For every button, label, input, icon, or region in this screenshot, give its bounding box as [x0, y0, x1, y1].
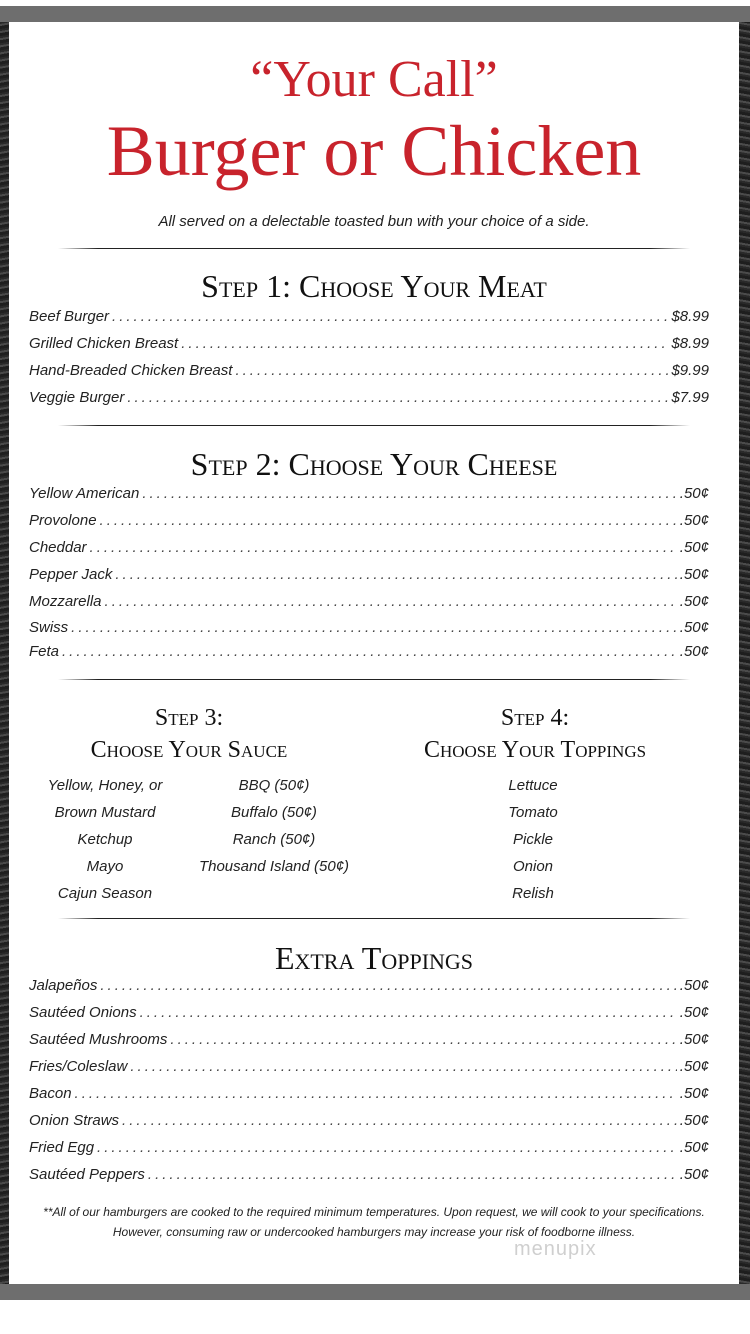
item-price: .50¢ [679, 1166, 709, 1183]
menu-item-row [29, 539, 709, 559]
item-name: Sautéed Peppers [29, 1166, 145, 1183]
menu-item-row [29, 643, 709, 663]
dot-leader [127, 389, 668, 406]
menu-item-row [29, 308, 709, 328]
step3-heading-number: Step 3: [154, 705, 224, 731]
item-price: .50¢ [679, 1139, 709, 1156]
item-price: $7.99 [671, 389, 709, 406]
item-name: Jalapeños [29, 977, 98, 994]
dot-leader [235, 362, 668, 379]
item-name: Bacon [29, 1085, 72, 1102]
item-price: .50¢ [679, 1085, 709, 1102]
dot-leader [100, 512, 677, 529]
dot-leader [90, 539, 677, 556]
menu-title-your-call: “Your Call” [250, 51, 498, 108]
dot-leader [75, 1085, 677, 1102]
topping-item: Onion [512, 858, 554, 875]
sauce-item: Buffalo (50¢) [231, 804, 317, 821]
item-name: Cheddar [29, 539, 87, 556]
menu-item-row [29, 1112, 709, 1132]
sauce-item: Mayo [86, 858, 124, 875]
dot-leader [142, 485, 676, 502]
bottom-frame [0, 1284, 750, 1334]
menu-subtitle: All served on a delectable toasted bun with your choice of a side. [158, 213, 590, 230]
item-name: Onion Straws [29, 1112, 120, 1129]
topping-item: Tomato [508, 804, 558, 821]
item-price: .50¢ [679, 512, 709, 529]
food-safety-disclaimer: **All of our hamburgers are cooked to the required minimum temperatures. Upon request, we will cook to your specifications. However, consuming raw or undercooked hamburgers may increase your risk of foodborne illness. [43, 1205, 705, 1239]
menu-item-row [29, 593, 709, 613]
item-price: .50¢ [679, 1004, 709, 1021]
bottom-frame-bar [0, 1284, 750, 1300]
item-name: Fried Egg [29, 1139, 95, 1156]
menu-item-row [29, 1058, 709, 1078]
divider-rule [58, 679, 690, 680]
step2-heading: Step 2: Choose Your Cheese [190, 446, 558, 482]
divider-rule [58, 425, 690, 426]
sauce-item: Thousand Island (50¢) [198, 858, 350, 875]
dot-leader [112, 308, 668, 325]
item-name: Sautéed Mushrooms [29, 1031, 168, 1048]
item-name: Swiss [29, 619, 69, 636]
menu-item-row [29, 389, 709, 409]
left-frame-border [0, 22, 9, 1284]
item-price: $9.99 [671, 362, 709, 379]
menu-page [9, 22, 739, 1284]
dot-leader [71, 619, 677, 636]
menu-title-burger-or-chicken: Burger or Chicken [106, 111, 642, 191]
item-price: .50¢ [679, 539, 709, 556]
item-price: $8.99 [671, 308, 709, 325]
sauce-item: Ketchup [77, 831, 133, 848]
item-name: Provolone [29, 512, 97, 529]
step3-heading-title: Choose Your Sauce [90, 737, 288, 763]
menu-item-row [29, 1085, 709, 1105]
menu-item-row [29, 619, 709, 639]
divider-rule [58, 248, 690, 249]
top-frame-bar [0, 6, 750, 22]
item-price: .50¢ [679, 1058, 709, 1075]
item-name: Fries/Coleslaw [29, 1058, 128, 1075]
menupix-watermark: menupix [514, 1238, 597, 1260]
divider-rule [58, 918, 690, 919]
menu-item-row [29, 977, 709, 997]
step4-heading-number: Step 4: [500, 705, 570, 731]
item-price: .50¢ [679, 1112, 709, 1129]
dot-leader [130, 1058, 676, 1075]
sauce-item: Ranch (50¢) [232, 831, 316, 848]
item-name: Pepper Jack [29, 566, 113, 583]
item-name: Sautéed Onions [29, 1004, 137, 1021]
item-price: .50¢ [679, 593, 709, 610]
item-price: .50¢ [679, 643, 709, 660]
menu-item-row [29, 485, 709, 505]
menu-item-row [29, 1139, 709, 1159]
dot-leader [140, 1004, 677, 1021]
item-price: .50¢ [679, 1031, 709, 1048]
dot-leader [122, 1112, 677, 1129]
sauce-item: Yellow, Honey, or [47, 777, 163, 794]
dot-leader [62, 643, 677, 660]
item-name: Hand-Breaded Chicken Breast [29, 362, 233, 379]
top-frame [0, 0, 750, 22]
item-name: Mozzarella [29, 593, 102, 610]
topping-item: Lettuce [508, 777, 558, 794]
dot-leader [170, 1031, 676, 1048]
item-name: Beef Burger [29, 308, 110, 325]
step1-heading: Step 1: Choose Your Meat [201, 268, 547, 304]
item-name: Grilled Chicken Breast [29, 335, 179, 352]
item-price: .50¢ [679, 485, 709, 502]
extra-toppings-heading: Extra Toppings [274, 940, 474, 976]
dot-leader [105, 593, 677, 610]
topping-item: Pickle [512, 831, 553, 848]
topping-item: Relish [512, 885, 554, 902]
menu-item-row [29, 335, 709, 355]
item-name: Yellow American [29, 485, 140, 502]
item-name: Feta [29, 643, 60, 660]
menu-item-row [29, 362, 709, 382]
sauce-item: Brown Mustard [54, 804, 156, 821]
menu-item-row [29, 1031, 709, 1051]
step4-heading-title: Choose Your Toppings [423, 737, 647, 763]
item-price: $8.99 [671, 335, 709, 352]
dot-leader [115, 566, 676, 583]
item-price: .50¢ [679, 619, 709, 636]
right-frame-border [739, 22, 750, 1284]
menu-item-row [29, 512, 709, 532]
menu-item-row [29, 566, 709, 586]
dot-leader [97, 1139, 677, 1156]
item-price: .50¢ [679, 977, 709, 994]
dot-leader [181, 335, 668, 352]
menu-item-row [29, 1004, 709, 1024]
sauce-item: Cajun Season [57, 885, 153, 902]
sauce-item: BBQ (50¢) [238, 777, 310, 794]
dot-leader [100, 977, 676, 994]
item-price: .50¢ [679, 566, 709, 583]
item-name: Veggie Burger [29, 389, 125, 406]
dot-leader [148, 1166, 677, 1183]
menu-item-row [29, 1166, 709, 1186]
